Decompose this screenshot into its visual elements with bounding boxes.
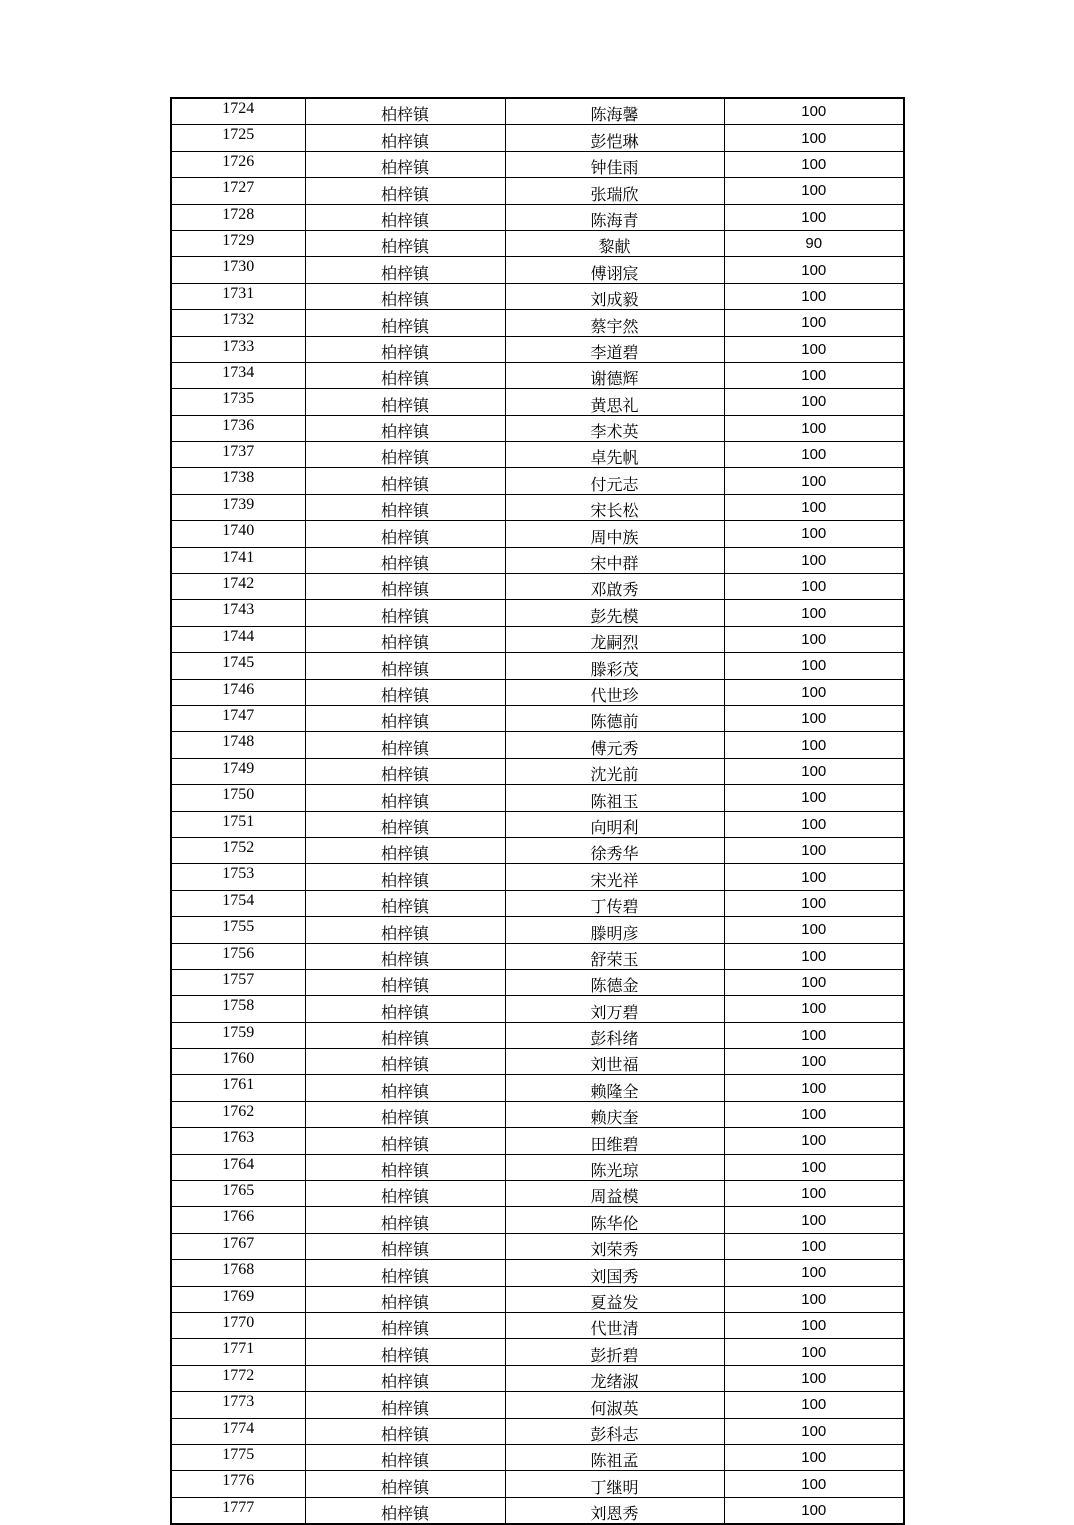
name-cell: 钟佳雨: [505, 151, 724, 177]
town-cell: 柏梓镇: [305, 1233, 505, 1259]
amount-cell: 100: [724, 1049, 904, 1075]
row-number-cell: 1750: [171, 785, 305, 811]
town-cell: 柏梓镇: [305, 151, 505, 177]
table-row: [171, 574, 904, 600]
amount-cell: 100: [724, 1312, 904, 1338]
row-number-cell: 1758: [171, 996, 305, 1022]
town-cell: 柏梓镇: [305, 521, 505, 547]
name-cell: 彭先模: [505, 600, 724, 626]
row-number-cell: 1755: [171, 917, 305, 943]
row-number-cell: 1727: [171, 178, 305, 204]
name-cell: 黄思礼: [505, 389, 724, 415]
town-cell: 柏梓镇: [305, 494, 505, 520]
town-cell: 柏梓镇: [305, 785, 505, 811]
table-row: [171, 1312, 904, 1338]
name-cell: 傅元秀: [505, 732, 724, 758]
table-row: [171, 1339, 904, 1365]
amount-cell: 100: [724, 389, 904, 415]
amount-cell: 100: [724, 1207, 904, 1233]
town-cell: 柏梓镇: [305, 969, 505, 995]
table-row: [171, 442, 904, 468]
amount-cell: 100: [724, 362, 904, 388]
row-number-cell: 1766: [171, 1207, 305, 1233]
amount-cell: 100: [724, 574, 904, 600]
amount-cell: 100: [724, 1365, 904, 1391]
row-number-cell: 1738: [171, 468, 305, 494]
table-row: [171, 1444, 904, 1470]
town-cell: 柏梓镇: [305, 547, 505, 573]
row-number-cell: 1734: [171, 362, 305, 388]
name-cell: 赖庆奎: [505, 1101, 724, 1127]
town-cell: 柏梓镇: [305, 1497, 505, 1524]
town-cell: 柏梓镇: [305, 1128, 505, 1154]
name-cell: 陈海馨: [505, 98, 724, 125]
amount-cell: 100: [724, 283, 904, 309]
amount-cell: 100: [724, 785, 904, 811]
table-row: [171, 785, 904, 811]
name-cell: 陈光琼: [505, 1154, 724, 1180]
amount-cell: 100: [724, 204, 904, 230]
name-cell: 周益模: [505, 1181, 724, 1207]
town-cell: 柏梓镇: [305, 653, 505, 679]
name-cell: 刘世福: [505, 1049, 724, 1075]
table-row: [171, 1075, 904, 1101]
table-row: [171, 758, 904, 784]
town-cell: 柏梓镇: [305, 204, 505, 230]
row-number-cell: 1744: [171, 626, 305, 652]
amount-cell: 100: [724, 442, 904, 468]
table-row: [171, 151, 904, 177]
amount-cell: 100: [724, 1286, 904, 1312]
name-cell: 沈光前: [505, 758, 724, 784]
row-number-cell: 1768: [171, 1260, 305, 1286]
row-number-cell: 1772: [171, 1365, 305, 1391]
row-number-cell: 1760: [171, 1049, 305, 1075]
row-number-cell: 1764: [171, 1154, 305, 1180]
row-number-cell: 1728: [171, 204, 305, 230]
table-row: [171, 1392, 904, 1418]
table-row: [171, 1101, 904, 1127]
name-cell: 滕明彦: [505, 917, 724, 943]
table-row: [171, 1365, 904, 1391]
name-cell: 卓先帆: [505, 442, 724, 468]
name-cell: 李术英: [505, 415, 724, 441]
table-row: [171, 1049, 904, 1075]
town-cell: 柏梓镇: [305, 257, 505, 283]
town-cell: 柏梓镇: [305, 917, 505, 943]
name-cell: 夏益发: [505, 1286, 724, 1312]
town-cell: 柏梓镇: [305, 996, 505, 1022]
row-number-cell: 1740: [171, 521, 305, 547]
name-cell: 彭科志: [505, 1418, 724, 1444]
table-row: [171, 310, 904, 336]
table-row: [171, 204, 904, 230]
table-row: [171, 811, 904, 837]
name-cell: 刘成毅: [505, 283, 724, 309]
town-cell: 柏梓镇: [305, 1154, 505, 1180]
row-number-cell: 1770: [171, 1312, 305, 1338]
town-cell: 柏梓镇: [305, 890, 505, 916]
amount-cell: 100: [724, 1471, 904, 1497]
amount-cell: 100: [724, 1392, 904, 1418]
amount-cell: 100: [724, 600, 904, 626]
amount-cell: 100: [724, 468, 904, 494]
town-cell: 柏梓镇: [305, 864, 505, 890]
town-cell: 柏梓镇: [305, 125, 505, 151]
amount-cell: 100: [724, 521, 904, 547]
name-cell: 宋长松: [505, 494, 724, 520]
name-cell: 向明利: [505, 811, 724, 837]
row-number-cell: 1741: [171, 547, 305, 573]
name-cell: 陈华伦: [505, 1207, 724, 1233]
table-row: [171, 1022, 904, 1048]
amount-cell: 100: [724, 969, 904, 995]
town-cell: 柏梓镇: [305, 600, 505, 626]
town-cell: 柏梓镇: [305, 1392, 505, 1418]
name-cell: 龙绪淑: [505, 1365, 724, 1391]
row-number-cell: 1761: [171, 1075, 305, 1101]
amount-cell: 100: [724, 1233, 904, 1259]
subsidy-table: [170, 97, 905, 1525]
town-cell: 柏梓镇: [305, 1207, 505, 1233]
row-number-cell: 1762: [171, 1101, 305, 1127]
amount-cell: 100: [724, 151, 904, 177]
amount-cell: 100: [724, 758, 904, 784]
row-number-cell: 1743: [171, 600, 305, 626]
row-number-cell: 1747: [171, 705, 305, 731]
name-cell: 田维碧: [505, 1128, 724, 1154]
amount-cell: 100: [724, 732, 904, 758]
amount-cell: 100: [724, 1418, 904, 1444]
amount-cell: 100: [724, 890, 904, 916]
table-row: [171, 837, 904, 863]
amount-cell: 100: [724, 1128, 904, 1154]
name-cell: 刘国秀: [505, 1260, 724, 1286]
table-row: [171, 1471, 904, 1497]
table-row: [171, 1154, 904, 1180]
name-cell: 刘万碧: [505, 996, 724, 1022]
name-cell: 代世珍: [505, 679, 724, 705]
name-cell: 代世清: [505, 1312, 724, 1338]
table-row: [171, 1497, 904, 1524]
town-cell: 柏梓镇: [305, 943, 505, 969]
amount-cell: 100: [724, 257, 904, 283]
row-number-cell: 1724: [171, 98, 305, 125]
row-number-cell: 1733: [171, 336, 305, 362]
amount-cell: 100: [724, 811, 904, 837]
town-cell: 柏梓镇: [305, 1365, 505, 1391]
name-cell: 陈德金: [505, 969, 724, 995]
table-row: [171, 1207, 904, 1233]
amount-cell: 100: [724, 1075, 904, 1101]
row-number-cell: 1757: [171, 969, 305, 995]
town-cell: 柏梓镇: [305, 336, 505, 362]
name-cell: 徐秀华: [505, 837, 724, 863]
amount-cell: 100: [724, 336, 904, 362]
table-row: [171, 626, 904, 652]
table-row: [171, 415, 904, 441]
name-cell: 蔡宇然: [505, 310, 724, 336]
town-cell: 柏梓镇: [305, 178, 505, 204]
row-number-cell: 1729: [171, 230, 305, 256]
name-cell: 何淑英: [505, 1392, 724, 1418]
town-cell: 柏梓镇: [305, 811, 505, 837]
table-row: [171, 864, 904, 890]
row-number-cell: 1725: [171, 125, 305, 151]
town-cell: 柏梓镇: [305, 1312, 505, 1338]
town-cell: 柏梓镇: [305, 389, 505, 415]
amount-cell: 100: [724, 1181, 904, 1207]
row-number-cell: 1748: [171, 732, 305, 758]
amount-cell: 100: [724, 547, 904, 573]
table-row: [171, 1418, 904, 1444]
town-cell: 柏梓镇: [305, 98, 505, 125]
name-cell: 陈德前: [505, 705, 724, 731]
amount-cell: 100: [724, 1022, 904, 1048]
table-row: [171, 362, 904, 388]
table-row: [171, 600, 904, 626]
table-row: [171, 125, 904, 151]
name-cell: 宋中群: [505, 547, 724, 573]
name-cell: 彭科绪: [505, 1022, 724, 1048]
row-number-cell: 1726: [171, 151, 305, 177]
table-row: [171, 521, 904, 547]
table-row: [171, 969, 904, 995]
town-cell: 柏梓镇: [305, 732, 505, 758]
row-number-cell: 1736: [171, 415, 305, 441]
amount-cell: 100: [724, 653, 904, 679]
name-cell: 黎献: [505, 230, 724, 256]
amount-cell: 100: [724, 1339, 904, 1365]
amount-cell: 100: [724, 864, 904, 890]
town-cell: 柏梓镇: [305, 1049, 505, 1075]
row-number-cell: 1774: [171, 1418, 305, 1444]
row-number-cell: 1732: [171, 310, 305, 336]
town-cell: 柏梓镇: [305, 626, 505, 652]
name-cell: 陈祖玉: [505, 785, 724, 811]
amount-cell: 100: [724, 626, 904, 652]
row-number-cell: 1752: [171, 837, 305, 863]
amount-cell: 100: [724, 494, 904, 520]
table-row: [171, 732, 904, 758]
table-row: [171, 1128, 904, 1154]
amount-cell: 100: [724, 415, 904, 441]
row-number-cell: 1754: [171, 890, 305, 916]
town-cell: 柏梓镇: [305, 705, 505, 731]
table-row: [171, 943, 904, 969]
row-number-cell: 1777: [171, 1497, 305, 1524]
town-cell: 柏梓镇: [305, 1022, 505, 1048]
name-cell: 滕彩茂: [505, 653, 724, 679]
amount-cell: 100: [724, 679, 904, 705]
name-cell: 彭恺琳: [505, 125, 724, 151]
name-cell: 周中族: [505, 521, 724, 547]
name-cell: 丁继明: [505, 1471, 724, 1497]
amount-cell: 100: [724, 98, 904, 125]
town-cell: 柏梓镇: [305, 1339, 505, 1365]
row-number-cell: 1769: [171, 1286, 305, 1312]
amount-cell: 100: [724, 178, 904, 204]
amount-cell: 100: [724, 1101, 904, 1127]
row-number-cell: 1756: [171, 943, 305, 969]
table-row: [171, 230, 904, 256]
town-cell: 柏梓镇: [305, 1101, 505, 1127]
town-cell: 柏梓镇: [305, 1471, 505, 1497]
row-number-cell: 1773: [171, 1392, 305, 1418]
table-row: [171, 1233, 904, 1259]
row-number-cell: 1775: [171, 1444, 305, 1470]
table-row: [171, 917, 904, 943]
table-row: [171, 468, 904, 494]
table-row: [171, 1181, 904, 1207]
row-number-cell: 1731: [171, 283, 305, 309]
row-number-cell: 1765: [171, 1181, 305, 1207]
town-cell: 柏梓镇: [305, 468, 505, 494]
row-number-cell: 1749: [171, 758, 305, 784]
name-cell: 付元志: [505, 468, 724, 494]
amount-cell: 100: [724, 996, 904, 1022]
table-row: [171, 679, 904, 705]
name-cell: 谢德辉: [505, 362, 724, 388]
name-cell: 李道碧: [505, 336, 724, 362]
amount-cell: 100: [724, 1497, 904, 1524]
town-cell: 柏梓镇: [305, 283, 505, 309]
row-number-cell: 1739: [171, 494, 305, 520]
table-row: [171, 336, 904, 362]
town-cell: 柏梓镇: [305, 362, 505, 388]
name-cell: 丁传碧: [505, 890, 724, 916]
amount-cell: 100: [724, 310, 904, 336]
name-cell: 龙嗣烈: [505, 626, 724, 652]
table-row: [171, 890, 904, 916]
table-row: [171, 1286, 904, 1312]
town-cell: 柏梓镇: [305, 574, 505, 600]
name-cell: 傅诩宸: [505, 257, 724, 283]
amount-cell: 100: [724, 917, 904, 943]
table-row: [171, 389, 904, 415]
amount-cell: 100: [724, 125, 904, 151]
town-cell: 柏梓镇: [305, 442, 505, 468]
amount-cell: 100: [724, 943, 904, 969]
town-cell: 柏梓镇: [305, 758, 505, 784]
town-cell: 柏梓镇: [305, 415, 505, 441]
name-cell: 邓啟秀: [505, 574, 724, 600]
town-cell: 柏梓镇: [305, 310, 505, 336]
table-row: [171, 98, 904, 125]
row-number-cell: 1767: [171, 1233, 305, 1259]
row-number-cell: 1746: [171, 679, 305, 705]
town-cell: 柏梓镇: [305, 230, 505, 256]
town-cell: 柏梓镇: [305, 1260, 505, 1286]
table-row: [171, 705, 904, 731]
amount-cell: 100: [724, 837, 904, 863]
row-number-cell: 1776: [171, 1471, 305, 1497]
table-row: [171, 178, 904, 204]
town-cell: 柏梓镇: [305, 1075, 505, 1101]
row-number-cell: 1759: [171, 1022, 305, 1048]
table-row: [171, 257, 904, 283]
table-row: [171, 653, 904, 679]
town-cell: 柏梓镇: [305, 1181, 505, 1207]
name-cell: 刘荣秀: [505, 1233, 724, 1259]
name-cell: 陈祖孟: [505, 1444, 724, 1470]
name-cell: 刘恩秀: [505, 1497, 724, 1524]
town-cell: 柏梓镇: [305, 1444, 505, 1470]
name-cell: 陈海青: [505, 204, 724, 230]
row-number-cell: 1751: [171, 811, 305, 837]
row-number-cell: 1771: [171, 1339, 305, 1365]
row-number-cell: 1730: [171, 257, 305, 283]
name-cell: 宋光祥: [505, 864, 724, 890]
table-body: [171, 98, 904, 1524]
table-row: [171, 283, 904, 309]
town-cell: 柏梓镇: [305, 679, 505, 705]
name-cell: 舒荣玉: [505, 943, 724, 969]
amount-cell: 100: [724, 705, 904, 731]
row-number-cell: 1745: [171, 653, 305, 679]
name-cell: 彭折碧: [505, 1339, 724, 1365]
row-number-cell: 1742: [171, 574, 305, 600]
amount-cell: 90: [724, 230, 904, 256]
amount-cell: 100: [724, 1154, 904, 1180]
table-row: [171, 494, 904, 520]
town-cell: 柏梓镇: [305, 1418, 505, 1444]
row-number-cell: 1737: [171, 442, 305, 468]
town-cell: 柏梓镇: [305, 1286, 505, 1312]
row-number-cell: 1753: [171, 864, 305, 890]
name-cell: 张瑞欣: [505, 178, 724, 204]
row-number-cell: 1763: [171, 1128, 305, 1154]
row-number-cell: 1735: [171, 389, 305, 415]
town-cell: 柏梓镇: [305, 837, 505, 863]
amount-cell: 100: [724, 1260, 904, 1286]
table-row: [171, 547, 904, 573]
name-cell: 赖隆全: [505, 1075, 724, 1101]
amount-cell: 100: [724, 1444, 904, 1470]
table-row: [171, 996, 904, 1022]
table-row: [171, 1260, 904, 1286]
